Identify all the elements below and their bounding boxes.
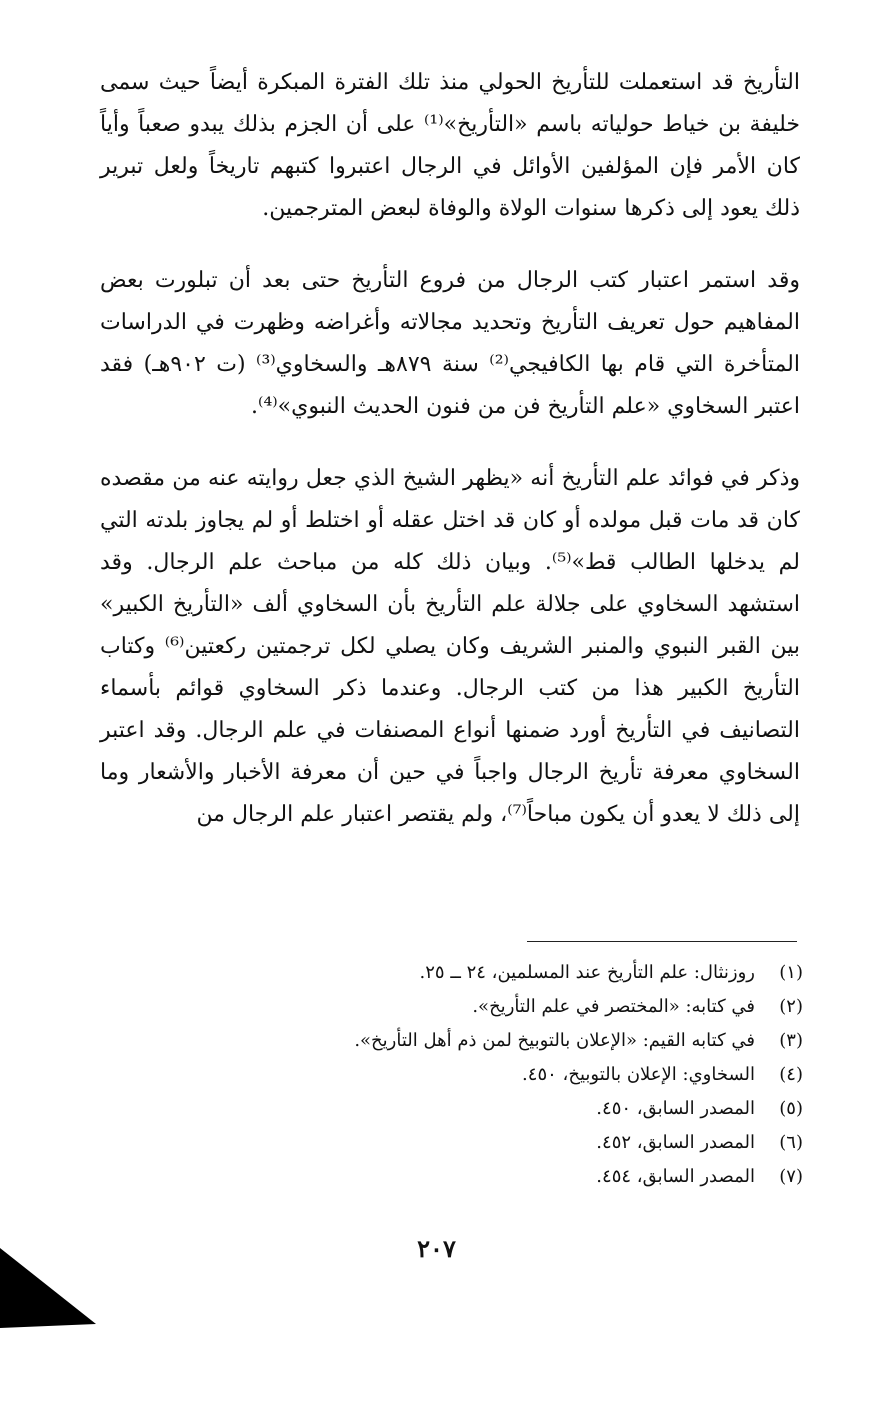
paragraph-3: وذكر في فوائد علم التأريخ أنه «يظهر الشيخ الذي جعل روايته عنه من مقصده كان قد مات قبل مولده أو كان قد اختل عقله أو اختلط أو لم يجاوز بلدته التي لم يدخلها الطالب قط»⁽⁵⁾. وبيان ذلك كله من مباحث علم الرجال. وقد استشهد السخاوي على جلالة علم التأريخ بأن السخاوي ألف «التأريخ الكبير» بين القبر النبوي والمنبر الشريف وكان يصلي لكل ترجمتين ركعتين⁽⁶⁾ وكتاب التأريخ الكبير هذا من كتب الرجال. وعندما ذكر السخاوي قوائم بأسماء التصانيف في التأريخ أورد ضمنها أنواع المصنفات في علم الرجال. وقد اعتبر السخاوي معرفة تأريخ الرجال واجباً في حين أن معرفة الأخبار والأشعار وما إلى ذلك لا يعدو أن يكون مباحاً⁽⁷⁾، ولم يقتصر اعتبار علم الرجال من	[100, 466, 801, 827]
page-number: ٢٠٧	[417, 1234, 456, 1263]
footnote-number: (٦)	[779, 1132, 803, 1153]
footnote-number: (٢)	[779, 996, 803, 1017]
footnote-text: المصدر السابق، ٤٥٠.	[596, 1098, 755, 1119]
paragraph-2: وقد استمر اعتبار كتب الرجال من فروع التأريخ حتى بعد أن تبلورت بعض المفاهيم حول تعريف التأريخ وتحديد مجالاته وأغراضه وظهرت في الدراسات المتأخرة التي قام بها الكافيجي⁽²⁾ سنة ٨٧٩هـ والسخاوي⁽³⁾ (ت ٩٠٢هـ) فقد اعتبر السخاوي «علم التأريخ فن من فنون الحديث النبوي»⁽⁴⁾.	[100, 268, 800, 419]
footnote-number: (١)	[779, 962, 803, 983]
footnote-number: (٥)	[779, 1098, 803, 1119]
footnote-text: روزنثال: علم التأريخ عند المسلمين، ٢٤ ــ ٢٥.	[419, 962, 755, 983]
footnote-1	[203, 956, 803, 990]
paragraph-1: التأريخ قد استعملت للتأريخ الحولي منذ تلك الفترة المبكرة أيضاً حيث سمى خليفة بن خياط حولياته باسم «التأريخ»⁽¹⁾ على أن الجزم بذلك يبدو صعباً وأياً كان الأمر فإن المؤلفين الأوائل في الرجال اعتبروا كتبهم تاريخاً ولعل تبرير ذلك يعود إلى ذكرها سنوات الولاة والوفاة لبعض المترجمين.	[100, 70, 801, 221]
footnote-text: السخاوي: الإعلان بالتوبيخ، ٤٥٠.	[522, 1064, 755, 1085]
main-text	[100, 62, 800, 836]
footnote-2	[203, 990, 803, 1024]
footnote-7	[203, 1160, 803, 1194]
footnote-text: المصدر السابق، ٤٥٢.	[596, 1132, 755, 1153]
footnotes-list	[203, 956, 803, 1194]
footnote-4	[203, 1058, 803, 1092]
footnote-6	[203, 1126, 803, 1160]
footnote-text: المصدر السابق، ٤٥٤.	[596, 1166, 755, 1187]
footnote-3	[203, 1024, 803, 1058]
footnote-number: (٣)	[779, 1030, 803, 1051]
footnote-5	[203, 1092, 803, 1126]
footnote-divider	[527, 941, 797, 942]
footnote-text: في كتابه القيم: «الإعلان بالتوبيخ لمن ذم أهل التأريخ».	[354, 1030, 755, 1051]
footnote-number: (٧)	[779, 1166, 803, 1187]
corner-triangle-shape	[0, 1248, 100, 1328]
footnote-number: (٤)	[779, 1064, 803, 1085]
footnote-text: في كتابه: «المختصر في علم التأريخ».	[472, 996, 755, 1017]
